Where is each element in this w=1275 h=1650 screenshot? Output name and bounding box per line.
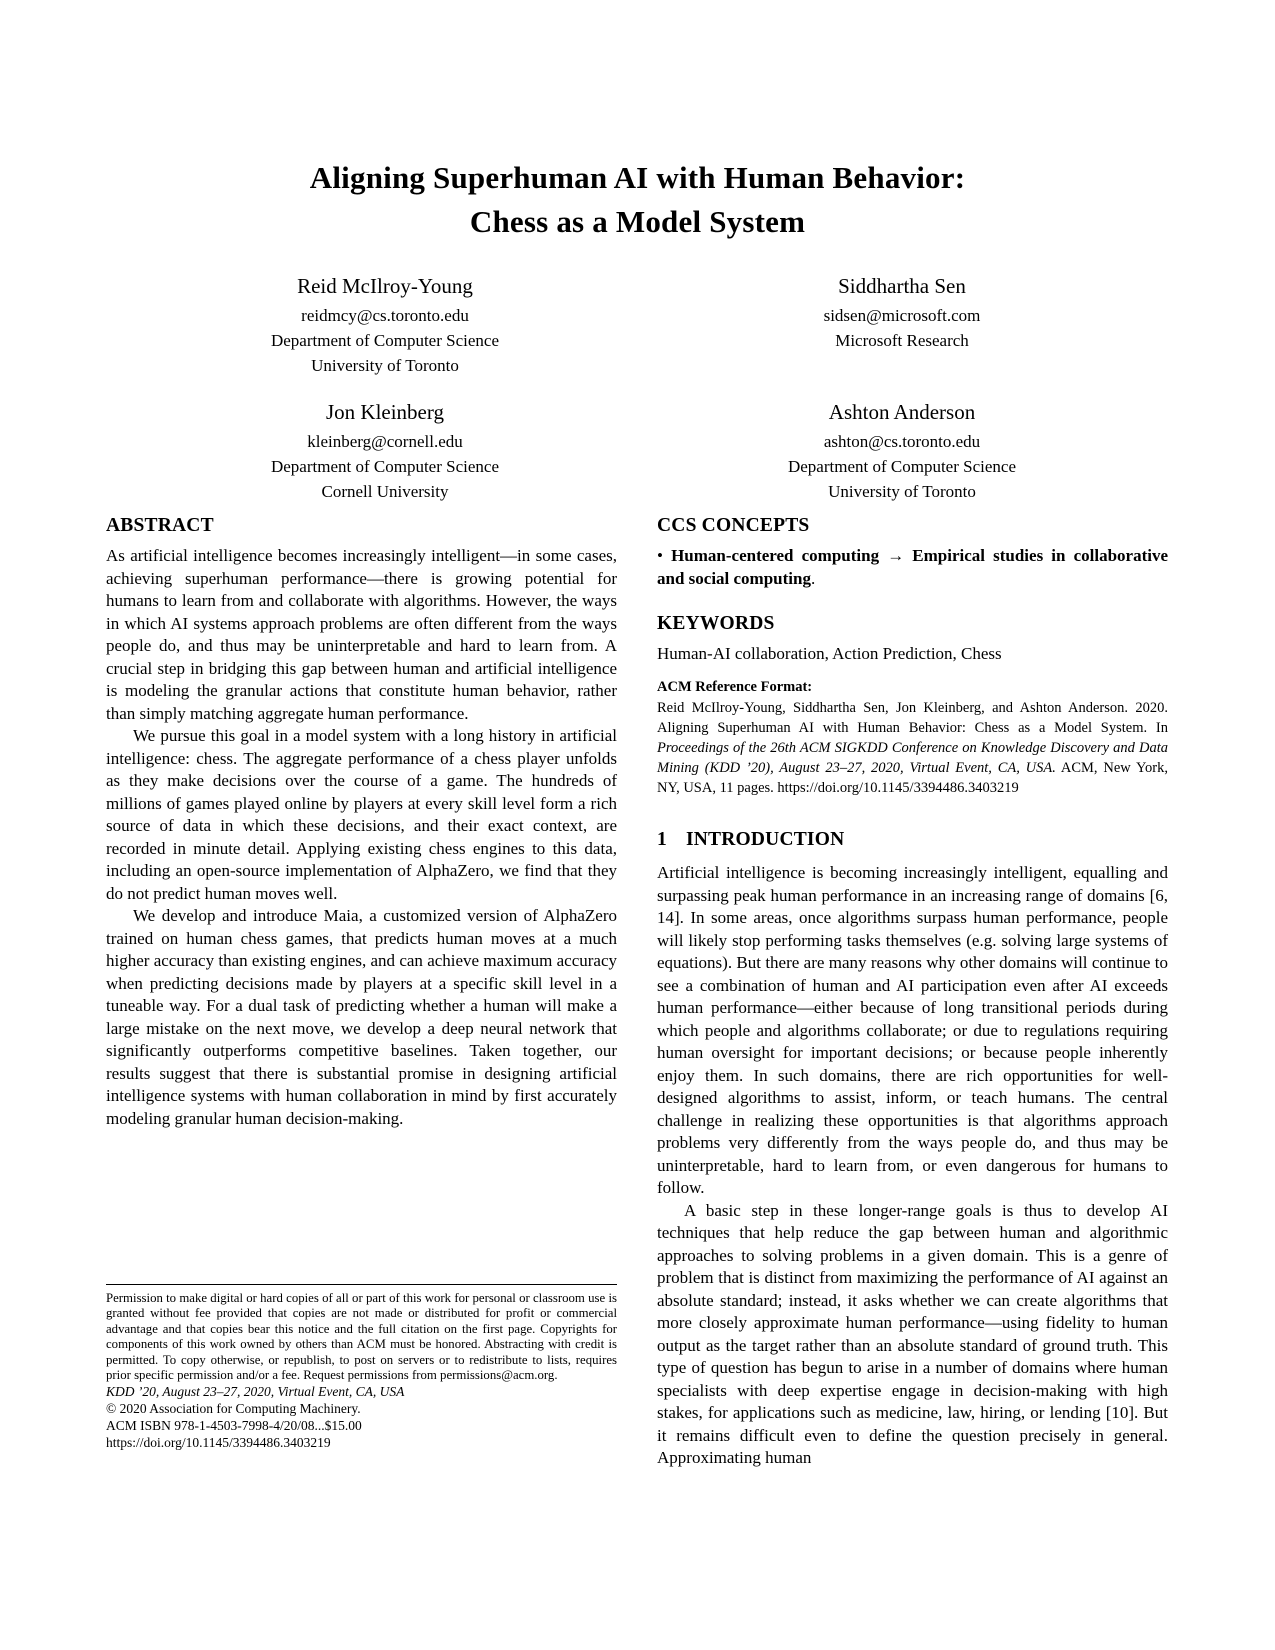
author-department: Department of Computer Science [270, 331, 499, 350]
author-department: Department of Computer Science [787, 457, 1016, 476]
acm-reference-heading: ACM Reference Format: [657, 679, 813, 695]
permission-notice: Permission to make digital or hard copies of all or part of this work for personal or classroom use is granted without fee provided that copies are not made or distributed for profit or commercial advantage and that copies bear this notice and the full citation on the first page. Copyrights for components of this work owned by others than ACM must be honored. Abstracting with credit is permitted. To copy otherwise, or republish, to post on servers or to redistribute to lists, requires prior specific permission and/or a fee. Request permissions from permissions@acm.org. [106, 1291, 617, 1383]
author-name: Ashton Anderson [828, 400, 976, 424]
author-block-1 [130, 272, 640, 378]
doi-link: https://doi.org/10.1145/3394486.3403219 [106, 1435, 331, 1451]
keywords-text: Human-AI collaboration, Action Prediction, Chess [657, 644, 1002, 663]
abstract-heading: ABSTRACT [106, 515, 214, 536]
copyright-footnote-section [106, 1284, 617, 1451]
author-name: Reid McIlroy-Young [297, 274, 473, 298]
acm-reference-publisher: ACM, New York, NY, USA, 11 pages. https://doi.org/10.1145/3394486.3403219 [657, 760, 1168, 796]
author-block-4 [647, 398, 1157, 504]
acm-reference-section [657, 678, 1168, 798]
author-university: University of Toronto [828, 482, 976, 501]
ccs-concept-parent: Human-centered computing [671, 546, 880, 565]
abstract-section [106, 514, 617, 1130]
paper-title-line1: Aligning Superhuman AI with Human Behavior: [309, 160, 966, 195]
ccs-concept-child: Empirical studies in collaborative and social computing [657, 546, 1169, 588]
author-name: Siddhartha Sen [838, 274, 966, 298]
introduction-heading [657, 828, 1168, 852]
acm-reference-venue: Proceedings of the 26th ACM SIGKDD Conference on Knowledge Discovery and Data Mining (KDD ’20), August 23–27, 2020, Virtual Event, CA, USA. [657, 740, 1168, 776]
isbn-info: ACM ISBN 978-1-4503-7998-4/20/08...$15.00 [106, 1418, 362, 1434]
ccs-heading: CCS CONCEPTS [657, 515, 810, 536]
author-university: University of Toronto [311, 356, 459, 375]
introduction-paragraph-2: A basic step in these longer-range goals is thus to develop AI techniques that help reduce the gap between human and algorithmic approaches to solving problems in a given domain. This is a genre of problem that is distinct from maximizing the performance of AI against an absolute standard; instead, it asks whether we can create algorithms that more closely approximate human performance—using fidelity to human output as the target rather than an absolute standard of ground truth. This type of question has begun to arise in a number of domains where human specialists with deep expertise engage in decision-making with high stakes, for applications such as medicine, law, hiring, or lending [10]. But it remains difficult even to define the question precisely in general. Approximating human [657, 1200, 1168, 1467]
introduction-paragraph-1: Artificial intelligence is becoming increasingly intelligent, equalling and surpassing peak human performance in an increasing range of domains [6, 14]. In some areas, once algorithms surpass human performance, people will likely stop performing tasks themselves (e.g. solving large systems of equations). But there are many reasons why other domains will continue to see a combination of human and AI participation even after AI exceeds human performance—either because of long transitional periods during which people and algorithms collaborate; or due to regulations requiring human oversight for important decisions; or because people inherently enjoy them. In such domains, there are rich opportunities for well-designed algorithms to assist, inform, or teach humans. The central challenge in realizing these opportunities is that algorithms approach problems very differently from the ways people do, and thus may be uninterpretable, hard to learn from, or even dangerous for humans to follow. [657, 863, 1168, 1197]
author-email: sidsen@microsoft.com [823, 306, 981, 325]
ccs-section [657, 514, 1168, 590]
author-university: Cornell University [321, 482, 449, 501]
ccs-arrow: → [887, 546, 905, 565]
paper-title [0, 156, 1275, 244]
footnote-divider [106, 1284, 617, 1285]
keywords-section [657, 612, 1168, 666]
abstract-paragraph-2: We pursue this goal in a model system with a long history in artificial intelligence: chess. The aggregate performance of a chess player unfolds as they make decisions over the course of a game. The hundreds of millions of games played online by players at every skill level form a rich source of data in which these decisions, and their exact context, are recorded in minute detail. Applying existing chess engines to this data, including an open-source implementation of AlphaZero, we find that they do not predict human moves well. [106, 726, 617, 903]
introduction-section [657, 828, 1168, 1470]
author-email: kleinberg@cornell.edu [307, 432, 463, 451]
acm-reference-text [657, 698, 1168, 798]
copyright-notice: © 2020 Association for Computing Machinery. [106, 1401, 361, 1417]
author-name: Jon Kleinberg [325, 400, 444, 424]
section-title: INTRODUCTION [685, 829, 845, 850]
author-block-2 [647, 272, 1157, 353]
abstract-paragraph-1: As artificial intelligence becomes increasingly intelligent—in some cases, achieving superhuman performance—there is growing potential for humans to learn from and collaborate with algorithms. However, the ways in which AI systems approach problems are often different from the ways people do, and thus may be uninterpretable and hard to learn from. A crucial step in bridging this gap between human and artificial intelligence is modeling the granular actions that constitute human behavior, rather than simply matching aggregate human performance. [106, 546, 617, 723]
keywords-heading: KEYWORDS [657, 613, 775, 634]
author-department: Department of Computer Science [270, 457, 499, 476]
author-block-3 [130, 398, 640, 504]
abstract-paragraph-3: We develop and introduce Maia, a customized version of AlphaZero trained on human chess games, that predicts human moves at a much higher accuracy than existing engines, and can achieve maximum accuracy when predicting decisions made by players at a specific skill level in a tuneable way. For a dual task of predicting whether a human will make a large mistake on the next move, we develop a deep neural network that significantly outperforms competitive baselines. Taken together, our results suggest that there is substantial promise in designing artificial intelligence systems with human collaboration in mind by first accurately modeling granular human decision-making. [106, 906, 617, 1128]
author-email: ashton@cs.toronto.edu [823, 432, 981, 451]
author-email: reidmcy@cs.toronto.edu [301, 306, 469, 325]
author-affiliation: Microsoft Research [835, 331, 969, 350]
ccs-text [657, 545, 1168, 590]
ccs-period: . [810, 568, 816, 588]
acm-reference-authors: Reid McIlroy-Young, Siddhartha Sen, Jon Kleinberg, and Ashton Anderson. 2020. Aligning Superhuman AI with Human Behavior: Chess as a Model System. In [657, 700, 1168, 736]
ccs-bullet: • [657, 546, 663, 565]
conference-info: KDD ’20, August 23–27, 2020, Virtual Event, CA, USA [106, 1384, 405, 1400]
paper-title-line2: Chess as a Model System [469, 204, 806, 239]
section-number: 1 [657, 829, 667, 850]
